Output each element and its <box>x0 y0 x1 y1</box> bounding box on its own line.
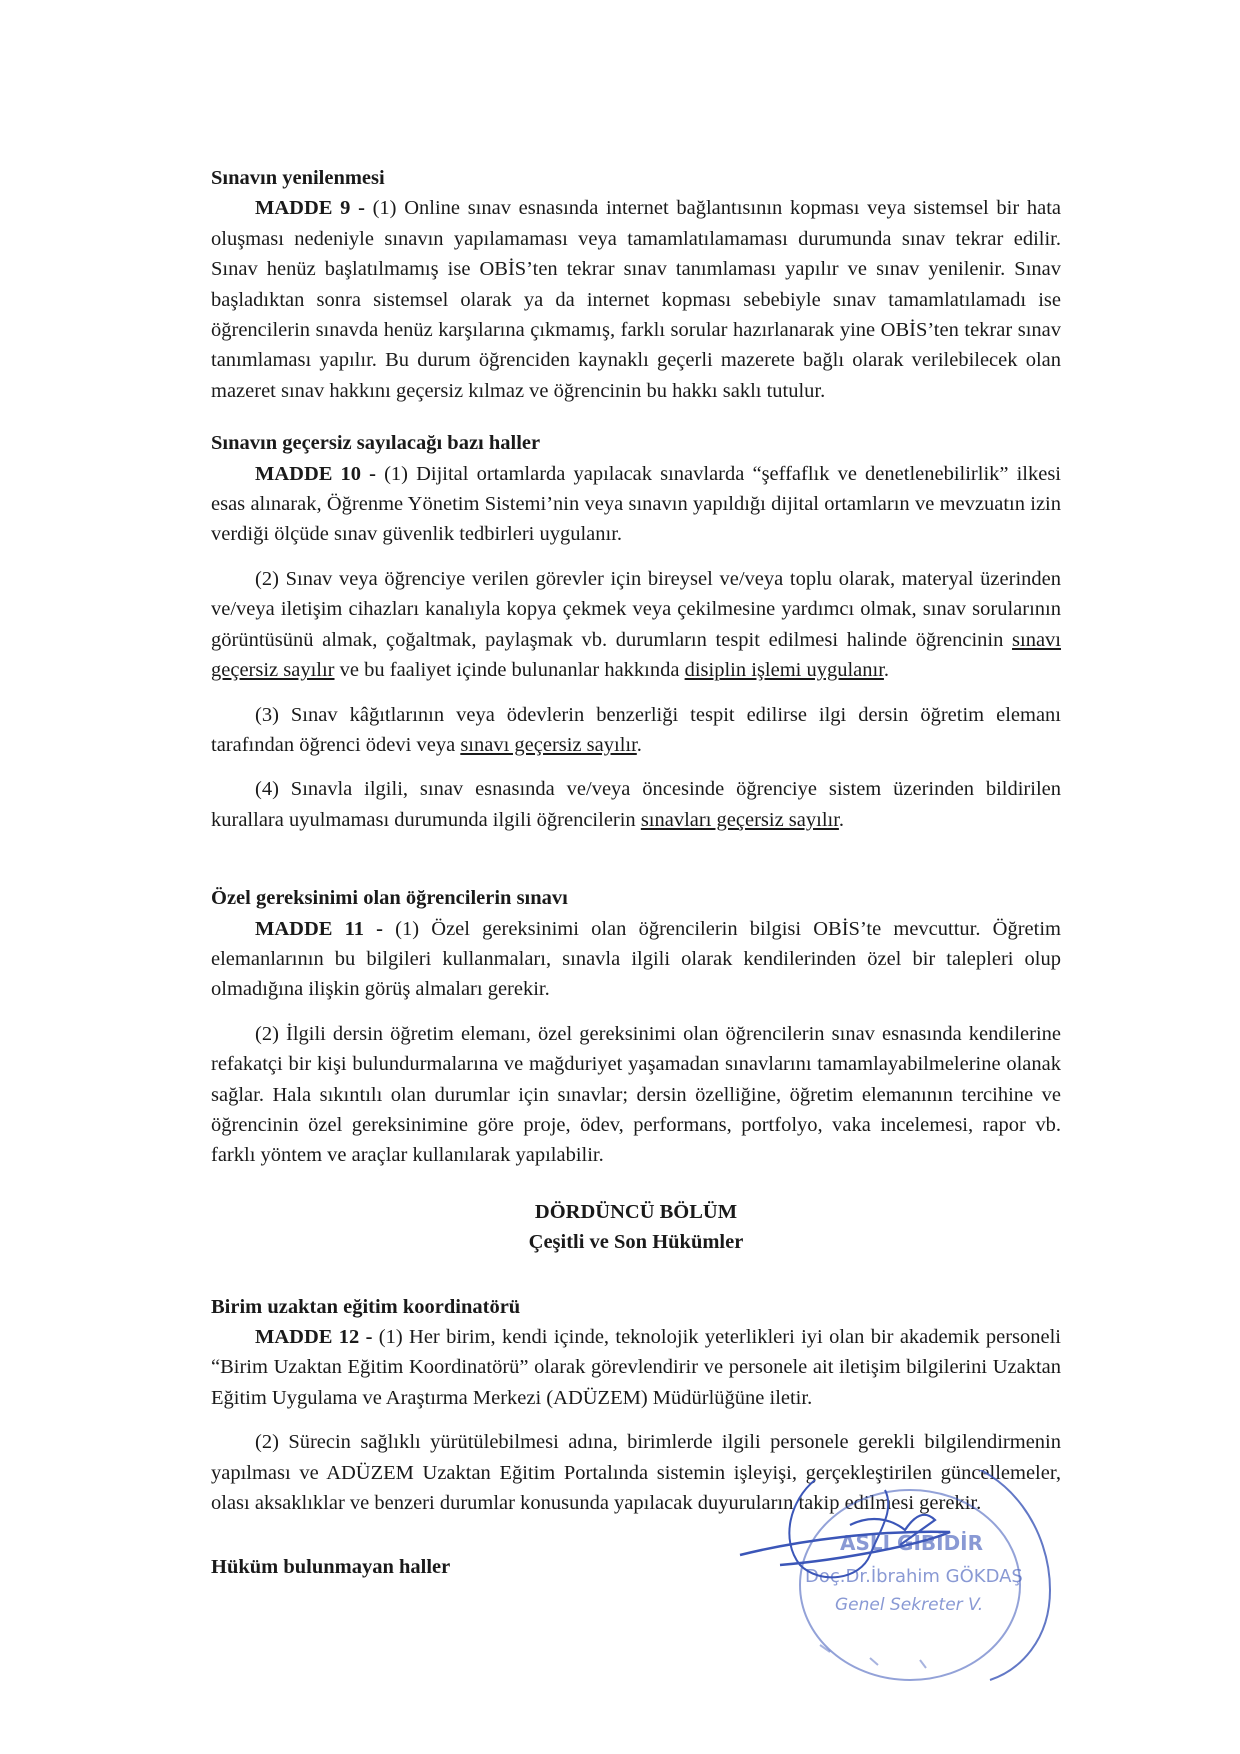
article-10-text-4b: . <box>838 808 845 831</box>
article-10-text-3a: (3) Sınav kâğıtlarının veya ödevlerin benzerliği tespit edilirse ilgi dersin öğretim elemanı tarafından öğrenci ödevi veya <box>211 703 1061 756</box>
stamp-text-1: ASLI GİBİDİR <box>840 1531 984 1555</box>
article-10-paragraph-2 <box>211 564 1061 686</box>
article-10-paragraph-3 <box>211 700 1061 761</box>
article-9-title: Sınavın yenilenmesi <box>211 167 385 189</box>
article-13-title: Hüküm bulunmayan haller <box>211 1556 451 1579</box>
article-11-paragraph-2: (2) İlgili dersin öğretim elemanı, özel gereksinimi olan öğrencilerin sınav esnasında kendilerine refakatçi bir kişi bulundurmalarına ve mağduriyet yaşamadan sınavlarını tamamlayabilmelerine olanak sağlar. Hala sıkıntılı olan durumlar için sınavlar; dersin özelliğine, öğretim elemanının tercihine ve öğrencinin özel gereksinimine göre proje, ödev, performans, portfolyo, vaka incelemesi, rapor vb. farklı yöntem ve araçlar kullanılarak yapılabilir. <box>211 1022 1061 1167</box>
chapter-subtitle: Çeşitli ve Son Hükümler <box>528 1231 744 1254</box>
article-10-underline-3: sınavı geçersiz sayılır <box>460 733 637 756</box>
stamp-text-3: Genel Sekreter V. <box>835 1595 984 1615</box>
article-10-text-2a: (2) Sınav veya öğrenciye verilen görevler için bireysel ve/veya toplu olarak, materyal üzerinden ve/veya iletişim cihazları kanalıyla kopya çekmek veya çekilmesine yardımcı olmak, sınav sorularının görüntüsünü almak, çoğaltmak, paylaşmak vb. durumların tespit edilmesi halinde öğrencinin <box>211 567 1061 651</box>
article-10-title: Sınavın geçersiz sayılacağı bazı haller <box>211 432 541 455</box>
article-10-number: MADDE 10 - <box>255 462 376 485</box>
article-9-paragraph-1 <box>211 193 1061 406</box>
article-10-underline-2: disiplin işlemi uygulanır <box>684 659 884 682</box>
article-11-text-1: (1) Özel gereksinimi olan öğrencilerin bilgisi OBİS’te mevcuttur. Öğretim elemanlarının bu bilgileri kullanmaları, sınavla ilgili olarak kendilerinden özel bir talepleri olup olmadığına ilişkin görüş almaları gerekir. <box>211 917 1061 1001</box>
chapter-title: DÖRDÜNCÜ BÖLÜM <box>534 1200 738 1223</box>
document-body <box>211 163 1061 1583</box>
article-12-paragraph-2: (2) Sürecin sağlıklı yürütülebilmesi adına, birimlerde ilgili personele gerekli bilgilendirmenin yapılması ve ADÜZEM Uzaktan Eğitim Portalında sistemin işleyişi, gerçekleştirilen güncellemeler, olası aksaklıklar ve benzeri durumlar konusunda yapılacak duyuruların takip edilmesi gerekir. <box>211 1431 1061 1515</box>
article-10-text-2c: . <box>883 659 890 682</box>
article-12-text-1: (1) Her birim, kendi içinde, teknolojik yeterlikleri iyi olan bir akademik personeli “Birim Uzaktan Eğitim Koordinatörü” olarak görevlendirir ve personele ait iletişim bilgilerini Uzaktan Eğitim Uygulama ve Araştırma Merkezi (ADÜZEM) Müdürlüğüne iletir. <box>211 1326 1061 1409</box>
article-10-underline-4: sınavları geçersiz sayılır <box>640 808 839 831</box>
signature-stamp <box>720 1470 1140 1720</box>
article-10-text-3b: . <box>636 733 642 756</box>
stamp-text-2: Doç.Dr.İbrahim GÖKDAŞ <box>805 1566 1023 1587</box>
signature-stamp-graphic <box>720 1470 1140 1720</box>
stamp-marks-icon <box>820 1645 926 1668</box>
article-11-paragraph-1 <box>211 914 1061 1005</box>
article-12-paragraph-1 <box>211 1322 1061 1413</box>
article-10-paragraph-4 <box>211 774 1061 835</box>
article-11-title: Özel gereksinimi olan öğrencilerin sınavı <box>211 887 568 910</box>
article-10-text-1: (1) Dijital ortamlarda yapılacak sınavlarda “şeffaflık ve denetlenebilirlik” ilkesi esas alınarak, Öğrenme Yönetim Sistemi’nin veya sınavın yapıldığı dijital ortamların ve mevzuatın izin verdiği ölçüde sınav güvenlik tedbirleri uygulanır. <box>211 462 1062 546</box>
article-10-paragraph-1 <box>211 459 1061 550</box>
article-9-number: MADDE 9 - <box>255 197 365 220</box>
article-10-underline-1: sınavı geçersiz sayılır <box>211 628 1061 682</box>
article-11-number: MADDE 11 - <box>255 917 383 940</box>
article-12-number: MADDE 12 - <box>255 1326 373 1348</box>
article-10-text-4a: (4) Sınavla ilgili, sınav esnasında ve/veya öncesinde öğrenciye sistem üzerinden bildirilen kurallara uyulmaması durumunda ilgili öğrencilerin <box>211 778 1061 831</box>
article-12-title: Birim uzaktan eğitim koordinatörü <box>211 1295 521 1318</box>
article-10-text-2b: ve bu faaliyet içinde bulunanlar hakkında <box>334 659 685 682</box>
article-9-text-1: (1) Online sınav esnasında internet bağlantısının kopması veya sistemsel bir hata oluşması nedeniyle sınavın yapılamaması veya tamamlatılamaması durumunda sınav tekrar edilir. Sınav henüz başlatılmamış ise OBİS’ten tekrar sınav tanımlaması yapılır ve sınav yenilenir. Sınav başladıktan sonra sistemsel olarak ya da internet kopması sebebiyle sınav tamamlatılamadı ise öğrencilerin sınavda henüz karşılarına çıkmamış, farklı sorular hazırlanarak yine OBİS’ten tekrar sınav tanımlaması yapılır. Bu durum öğrenciden kaynaklı geçerli mazerete bağlı olarak verilebilecek olan mazeret sınav hakkını geçersiz kılmaz ve öğrencinin bu hakkı saklı tutulur. <box>211 197 1061 402</box>
